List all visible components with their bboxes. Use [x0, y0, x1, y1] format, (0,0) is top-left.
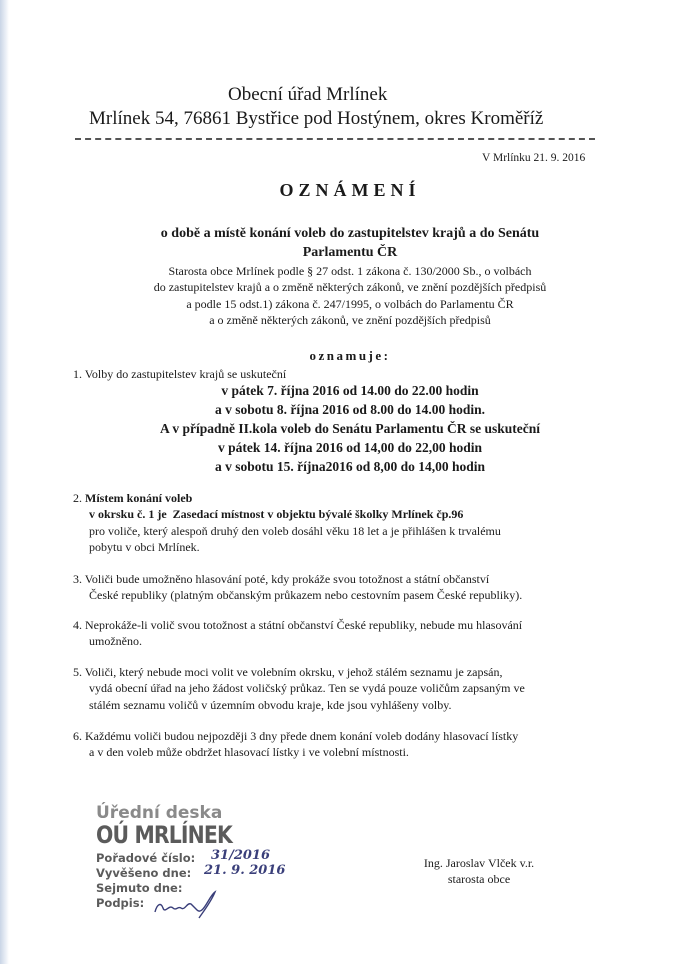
item-4	[73, 617, 613, 650]
schedule-line: v pátek 7. října 2016 od 14.00 do 22.00 hodin	[221, 383, 479, 398]
order-number-label: Pořadové číslo:	[96, 851, 196, 865]
intro-paragraph	[0, 263, 700, 328]
intro-line: a podle 15 odst.1) zákona č. 247/1995, o volbách do Parlamentu ČR	[186, 296, 514, 311]
item-4-line: umožněno.	[89, 634, 142, 649]
stamp-signature-label: Podpis:	[96, 896, 145, 910]
subject-line-1: o době a místě konání voleb do zastupitelstev krajů a do Senátu	[160, 226, 540, 241]
schedule-line: v pátek 14. října 2016 od 14,00 do 22,00 hodin	[217, 440, 483, 455]
item-3-line: 3. Voliči bude umožněno hlasování poté, kdy prokáže svou totožnost a státní občanství	[73, 572, 490, 586]
item-4-line: 4. Neprokáže-li volič svou totožnost a státní občanství České republiky, nebude mu hlasování	[73, 618, 523, 632]
schedule-line: a v sobotu 8. října 2016 od 8.00 do 14.00 hodin.	[214, 402, 486, 417]
item-2-number: 2.	[73, 491, 82, 505]
order-number-value: 31/2016	[211, 848, 271, 863]
schedule-line: a v sobotu 15. října2016 od 8,00 do 14,00 hodin	[214, 459, 486, 474]
intro-line: a o změně některých zákonů, ve znění pozdějších předpisů	[209, 312, 491, 327]
stamp-signature-row	[96, 896, 286, 911]
item-6-line: a v den voleb může obdržet hlasovací lístky i ve volební místnosti.	[89, 745, 409, 760]
item-3-line: České republiky (platným občanským průkazem nebo cestovním pasem České republiky).	[89, 588, 523, 603]
subject-line-2: Parlamentu ČR	[302, 245, 398, 260]
header-divider	[75, 138, 595, 140]
stamp-office-name: OÚ MRLÍNEK	[96, 821, 232, 849]
posted-date-value: 21. 9. 2016	[204, 863, 286, 878]
removed-date-label: Sejmuto dne:	[96, 881, 183, 895]
mayor-role: starosta obce	[447, 872, 511, 886]
election-schedule	[0, 381, 700, 476]
item-3	[73, 571, 613, 604]
item-2-line: pro voliče, který alespoň druhý den voleb dosáhl věku 18 let a je přihlášen k trvalému	[89, 523, 501, 538]
scan-edge	[0, 0, 9, 964]
item-2	[73, 490, 613, 555]
polling-place: Zasedací místnost v objektu bývalé školky Mrlínek čp.96	[172, 507, 464, 522]
handwritten-signature	[151, 890, 221, 920]
posted-date-label: Vyvěšeno dne:	[96, 866, 192, 880]
item-2-heading: Místem konání voleb	[85, 491, 193, 505]
item-5	[73, 664, 613, 713]
office-address: Mrlínek 54, 76861 Bystřice pod Hostýnem, okres Kroměříž	[89, 108, 544, 129]
item-2-line: pobytu v obci Mrlínek.	[89, 539, 200, 554]
official-board-stamp	[96, 803, 286, 953]
intro-line: Starosta obce Mrlínek podle § 27 odst. 1 zákona č. 130/2000 Sb., o volbách	[168, 264, 532, 278]
schedule-line: A v případně II.kola voleb do Senátu Parlamentu ČR se uskuteční	[160, 421, 540, 436]
district-label: v okrsku č. 1 je	[89, 507, 167, 522]
office-name: Obecní úřad Mrlínek	[228, 84, 388, 105]
document-title: OZNÁMENÍ	[279, 180, 421, 200]
item-5-line: stálém seznamu voličů v územním obvodu kraje, kde jsou vyhlášeny volby.	[89, 697, 452, 712]
item-5-line: 5. Voliči, který nebude moci volit ve volebním okrsku, v jehož stálém seznamu je zapsán,	[73, 665, 503, 679]
item-1-text: 1. Volby do zastupitelstev krajů se uskuteční	[73, 367, 287, 381]
item-6-line: 6. Každému voliči budou nejpozději 3 dny přede dnem konání voleb dodány hlasovací lístky	[73, 729, 519, 743]
intro-line: do zastupitelstev krajů a o změně některých zákonů, ve znění pozdějších předpisů	[153, 280, 547, 295]
stamp-posted-row	[96, 863, 286, 881]
item-6	[73, 728, 613, 761]
item-5-line: vydá obecní úřad na jeho žádost voličský průkaz. Ten se vydá pouze voličům zapsaným ve	[89, 681, 525, 696]
announces-heading: oznamuje:	[309, 348, 391, 363]
date-line: V Mrlínku 21. 9. 2016	[482, 152, 586, 164]
stamp-title: Úřední deska	[96, 803, 223, 823]
signature-block	[414, 855, 544, 887]
mayor-name: Ing. Jaroslav Vlček v.r.	[423, 856, 535, 870]
